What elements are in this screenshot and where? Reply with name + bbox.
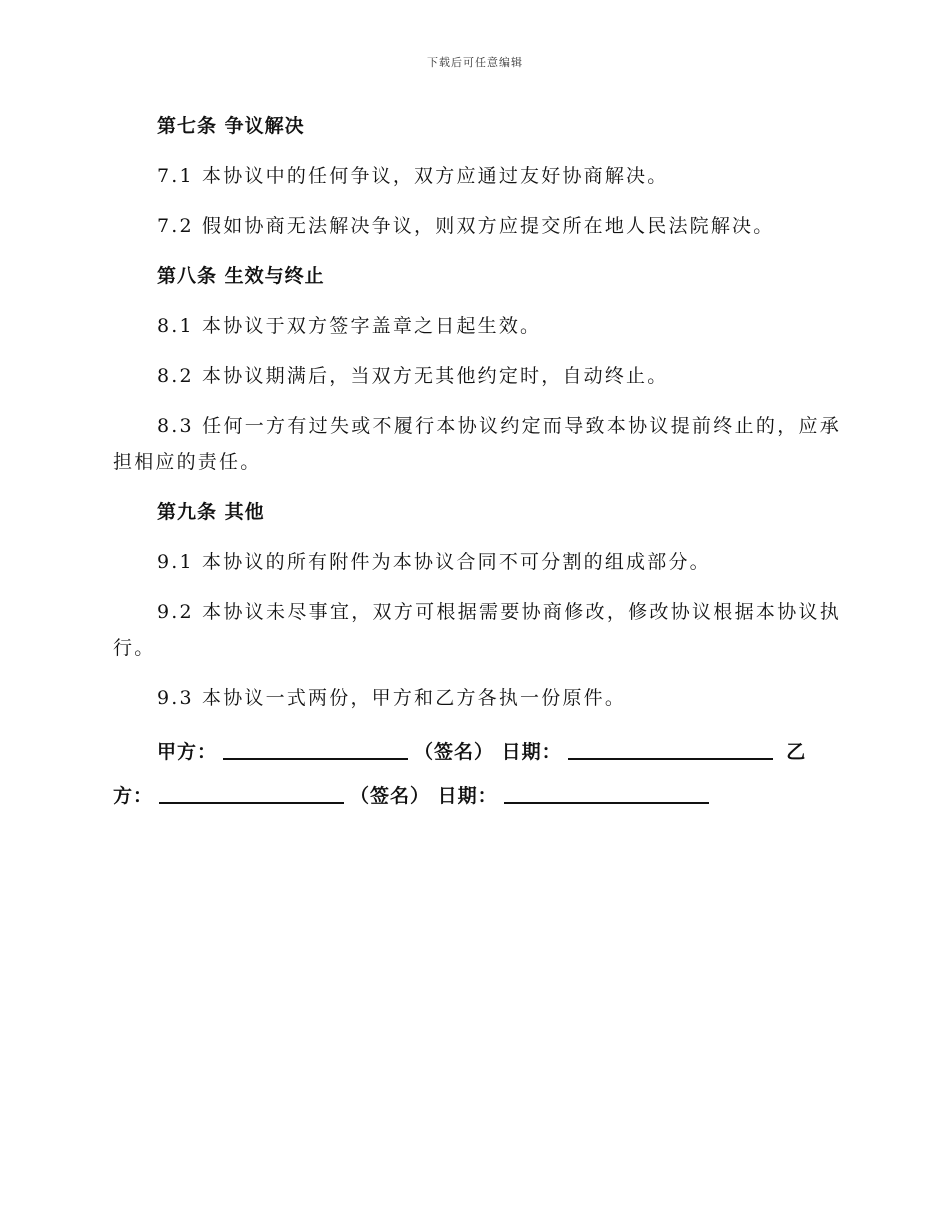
clause-9-1: 9.1 本协议的所有附件为本协议合同不可分割的组成部分。 [157,551,711,573]
document-body [113,108,841,818]
clause-8-3: 8.3 任何一方有过失或不履行本协议约定而导致本协议提前终止的，应承担相应的责任。 [113,415,841,473]
party-b-sign-label: （签名） [350,785,431,807]
party-b-date-label: 日期： [437,785,498,807]
clause-8-2: 8.2 本协议期满后，当双方无其他约定时，自动终止。 [157,365,669,387]
clause-7-2: 7.2 假如协商无法解决争议，则双方应提交所在地人民法院解决。 [157,215,775,237]
section-8-title: 第八条 生效与终止 [157,265,325,287]
signature-block [113,730,841,818]
section-7-title: 第七条 争议解决 [157,115,305,137]
party-a-label: 甲方： [157,741,218,763]
party-a-sign-label: （签名） [414,741,495,763]
section-9-title: 第九条 其他 [157,501,265,523]
clause-7-1: 7.1 本协议中的任何争议，双方应通过友好协商解决。 [157,165,669,187]
clause-9-3: 9.3 本协议一式两份，甲方和乙方各执一份原件。 [157,687,627,709]
party-a-signature-line[interactable] [223,738,408,760]
clause-9-2: 9.2 本协议未尽事宜，双方可根据需要协商修改，修改协议根据本协议执行。 [113,601,841,659]
party-b-date-line[interactable] [504,782,709,804]
party-a-date-label: 日期： [501,741,562,763]
party-a-date-line[interactable] [568,738,773,760]
clause-8-1: 8.1 本协议于双方签字盖章之日起生效。 [157,315,542,337]
header-note: 下载后可任意编辑 [427,56,523,69]
party-b-signature-line[interactable] [159,782,344,804]
party-b-label: 乙方： [113,741,807,807]
